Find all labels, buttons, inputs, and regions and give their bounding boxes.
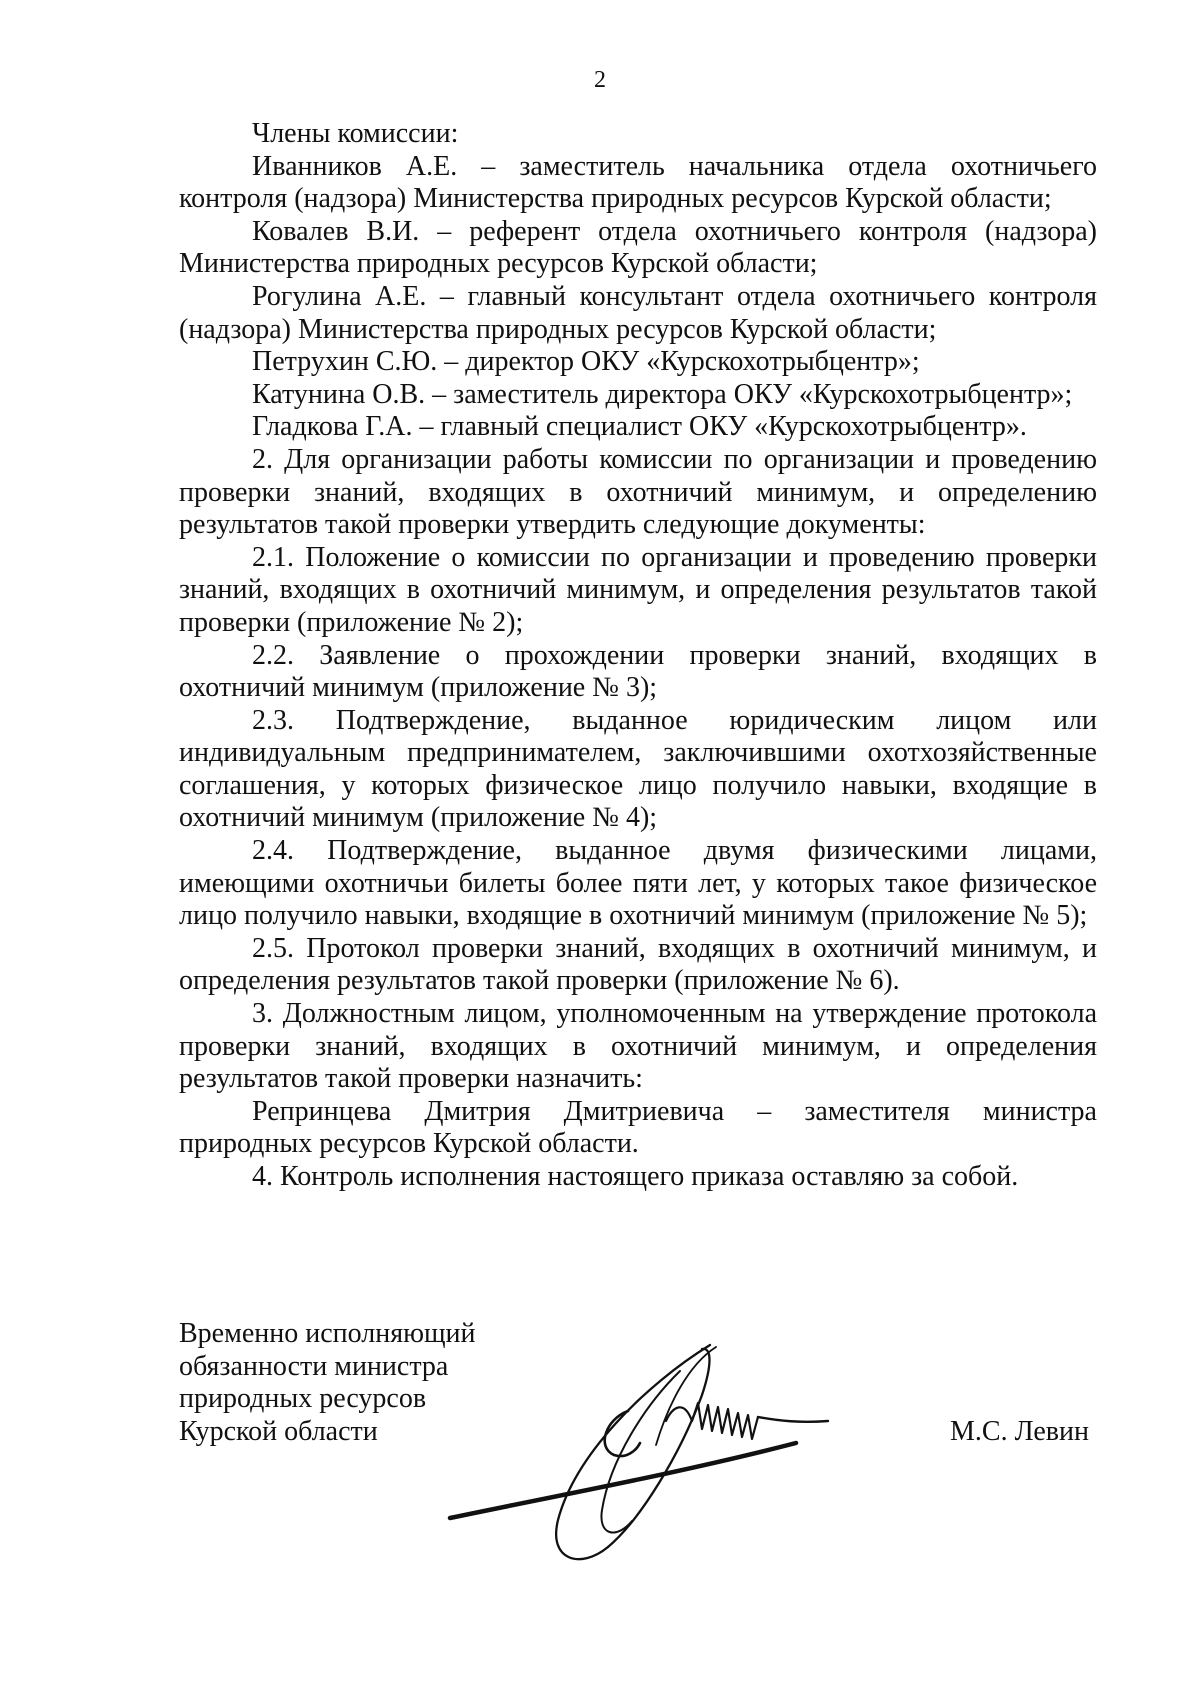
clause-2: 2. Для организации работы комиссии по организации и проведению проверки знаний, входящих в охотничий минимум, и определению результатов такой проверки утвердить следующие документы: [179,443,1097,541]
handwritten-signature [440,1335,880,1575]
member-rogulina: Рогулина А.Е. – главный консультант отдела охотничьего контроля (надзора) Министерства природных ресурсов Курской области; [179,280,1097,345]
signatory-title-line: природных ресурсов [179,1383,427,1414]
signatory-title [179,1318,476,1448]
clause-2-2: 2.2. Заявление о прохождении проверки знаний, входящих в охотничий минимум (приложение № 3); [179,639,1097,704]
signatory-title-line: обязанности министра [179,1350,449,1382]
member-kovalev: Ковалев В.И. – референт отдела охотничьего контроля (надзора) Министерства природных ресурсов Курской области; [179,215,1097,280]
clause-3: 3. Должностным лицом, уполномоченным на утверждение протокола проверки знаний, входящих в охотничий минимум, и определения результатов такой проверки назначить: [179,998,1097,1095]
clause-2-1: 2.1. Положение о комиссии по организации и проведению проверки знаний, входящих в охотничий минимум, и определения результатов такой проверки (приложение № 2); [179,541,1097,638]
member-katunina: Катунина О.В. – заместитель директора ОКУ «Курскохотрыбцентр»; [252,378,1073,410]
clause-2-3: 2.3. Подтверждение, выданное юридическим лицом или индивидуальным предпринимателем, заключившими охотхозяйственные соглашения, у которых физическое лицо получило навыки, входящие в охотничий минимум (приложение № 4); [179,704,1097,834]
signatory-name: М.С. Левин [950,1416,1089,1447]
clause-4: 4. Контроль исполнения настоящего приказа оставляю за собой. [252,1161,1019,1192]
member-petrukhin: Петрухин С.Ю. – директор ОКУ «Курскохотрыбцентр»; [252,346,920,378]
clause-2-4: 2.4. Подтверждение, выданное двумя физическими лицами, имеющими охотничьи билеты более пяти лет, у которых такое физическое лицо получило навыки, входящие в охотничий минимум (приложение № 5); [179,835,1097,932]
page-number: 2 [594,67,606,93]
appointee: Репринцева Дмитрия Дмитриевича – заместителя министра природных ресурсов Курской области. [179,1095,1097,1160]
member-ivannikov: Иванников А.Е. – заместитель начальника отдела охотничьего контроля (надзора) Министерства природных ресурсов Курской области; [179,150,1097,215]
member-gladkova: Гладкова Г.А. – главный специалист ОКУ «Курскохотрыбцентр». [252,411,1027,443]
signatory-title-line: Курской области [179,1415,378,1447]
signatory-title-line: Временно исполняющий [179,1318,476,1349]
commission-members-heading: Члены комиссии: [252,118,459,149]
document-body [179,118,1097,1194]
clause-2-5: 2.5. Протокол проверки знаний, входящих в охотничий минимум, и определения результатов такой проверки (приложение № 6). [179,932,1097,997]
